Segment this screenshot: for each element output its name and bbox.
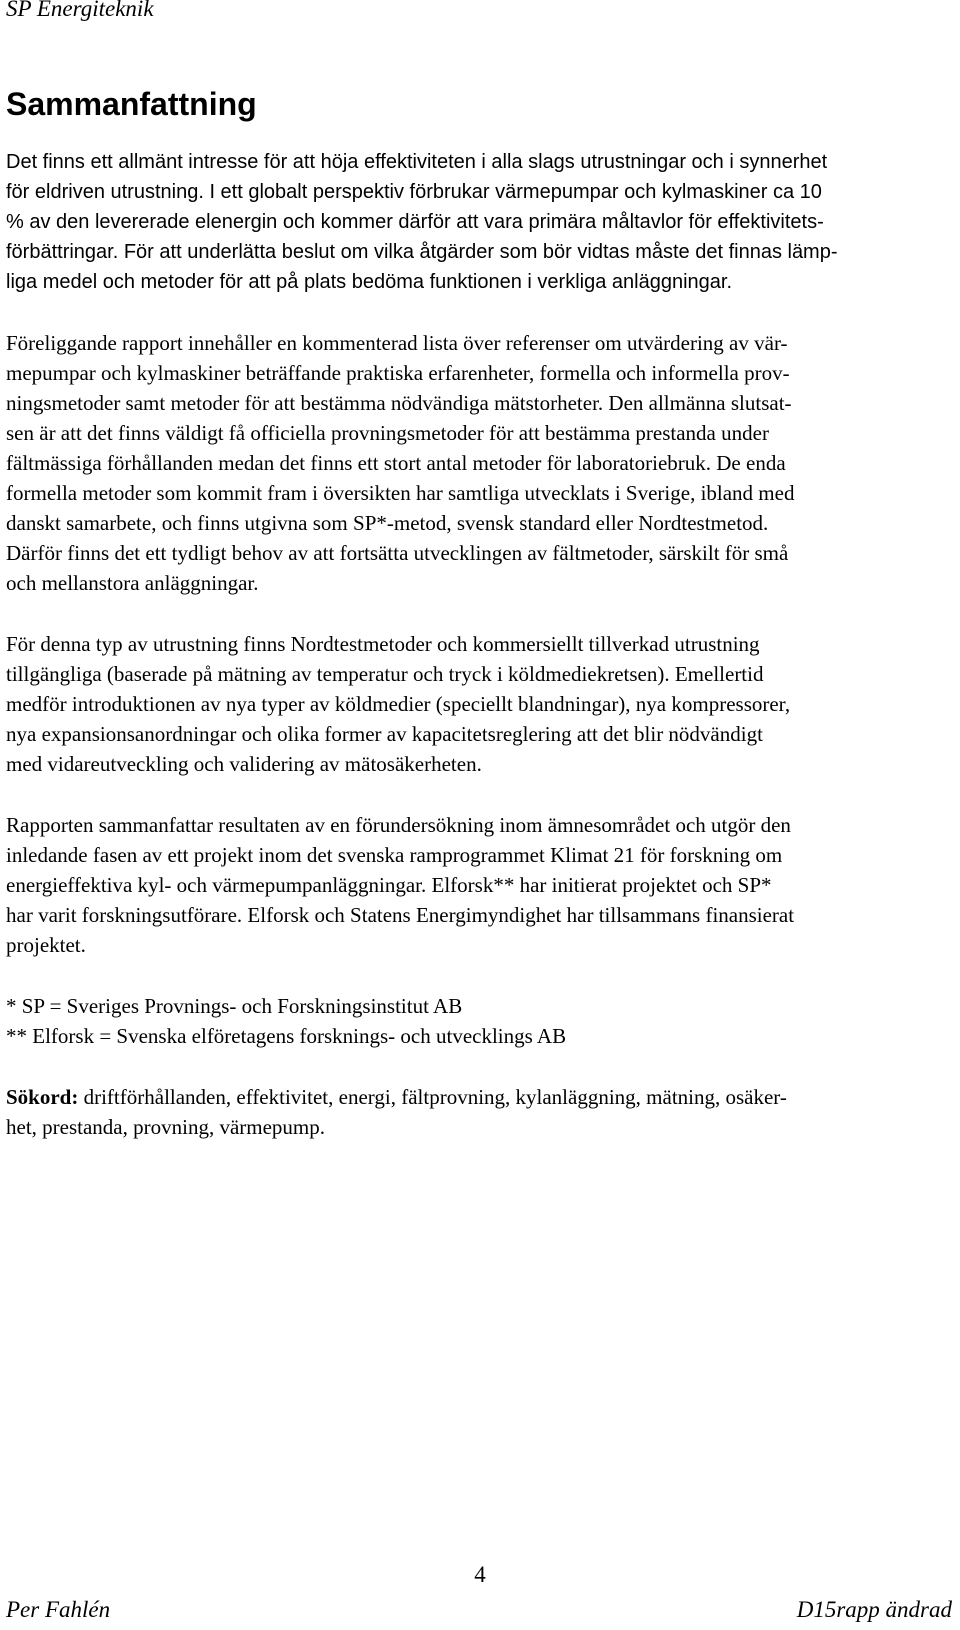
text-line: tillgängliga (baserade på mätning av temperatur och tryck i köldmediekretsen). Emellertid <box>6 662 764 686</box>
text-line: För denna typ av utrustning finns Nordtestmetoder och kommersiellt tillverkad utrustning <box>6 632 760 656</box>
text-line: sen är att det finns väldigt få officiella provningsmetoder för att bestämma prestanda under <box>6 421 769 445</box>
text-line: ningsmetoder samt metoder för att bestämma nödvändiga mätstorheter. Den allmänna slutsat- <box>6 391 792 415</box>
text-line: förbättringar. För att underlätta beslut om vilka åtgärder som bör vidtas måste det finnas lämp- <box>6 241 838 263</box>
page-number: 4 <box>474 1562 486 1587</box>
text-line: Det finns ett allmänt intresse för att höja effektiviteten i alla slags utrustningar och i synnerhet <box>6 151 828 173</box>
paragraph-3 <box>6 629 958 779</box>
text-line: Föreliggande rapport innehåller en kommenterad lista över referenser om utvärdering av vär- <box>6 331 788 355</box>
text-line: och mellanstora anläggningar. <box>6 571 259 595</box>
text-line: energieffektiva kyl- och värmepumpanläggningar. Elforsk** har initierat projektet och SP* <box>6 873 772 897</box>
document-body <box>6 147 958 1142</box>
text-line: Därför finns det ett tydligt behov av att fortsätta utvecklingen av fältmetoder, särskilt för små <box>6 541 789 565</box>
section-title: Sammanfattning <box>6 86 257 122</box>
footnote-sp: * SP = Sveriges Provnings- och Forskningsinstitut AB <box>6 994 463 1018</box>
footer-author: Per Fahlén <box>6 1597 111 1622</box>
text-line: Rapporten sammanfattar resultaten av en förundersökning inom ämnesområdet och utgör den <box>6 813 791 837</box>
footer-document-reference: D15rapp ändrad <box>796 1597 952 1622</box>
text-line: inledande fasen av ett projekt inom det svenska ramprogrammet Klimat 21 för forskning om <box>6 843 783 867</box>
text-line: har varit forskningsutförare. Elforsk och Statens Energimyndighet har tillsammans finansierat <box>6 903 795 927</box>
text-line: för eldriven utrustning. I ett globalt perspektiv förbrukar värmepumpar och kylmaskiner ca 10 <box>6 181 822 203</box>
keywords-label: Sökord: <box>6 1085 79 1109</box>
paragraph-2 <box>6 328 958 598</box>
text-line: med vidareutveckling och validering av mätosäkerheten. <box>6 752 482 776</box>
text-line: projektet. <box>6 933 86 957</box>
text-line: danskt samarbete, och finns utgivna som SP*-metod, svensk standard eller Nordtestmetod. <box>6 511 769 535</box>
text-line: formella metoder som kommit fram i översikten har samtliga utvecklats i Sverige, ibland med <box>6 481 795 505</box>
keywords-line-1 <box>6 1082 958 1112</box>
paragraph-1 <box>6 147 958 297</box>
footnote-elforsk: ** Elforsk = Svenska elföretagens forsknings- och utvecklings AB <box>6 1024 567 1048</box>
paragraph-4 <box>6 810 958 960</box>
text-line: medför introduktionen av nya typer av köldmedier (speciellt blandningar), nya kompressorer, <box>6 692 791 716</box>
keywords-text: driftförhållanden, effektivitet, energi, fältprovning, kylanläggning, mätning, osäker- <box>78 1085 787 1109</box>
footnotes <box>6 991 958 1051</box>
keywords <box>6 1082 958 1142</box>
text-line: mepumpar och kylmaskiner beträffande praktiska erfarenheter, formella och informella prov- <box>6 361 790 385</box>
text-line: fältmässiga förhållanden medan det finns ett stort antal metoder för laboratoriebruk. De enda <box>6 451 786 475</box>
text-line: nya expansionsanordningar och olika former av kapacitetsreglering att det blir nödvändigt <box>6 722 763 746</box>
text-line: liga medel och metoder för att på plats bedöma funktionen i verkliga anläggningar. <box>6 271 733 293</box>
keywords-line-2: het, prestanda, provning, värmepump. <box>6 1115 325 1139</box>
text-line: % av den levererade elenergin och kommer därför att vara primära måltavlor för effektivitets- <box>6 211 824 233</box>
document-header-organization: SP Energiteknik <box>6 0 154 21</box>
